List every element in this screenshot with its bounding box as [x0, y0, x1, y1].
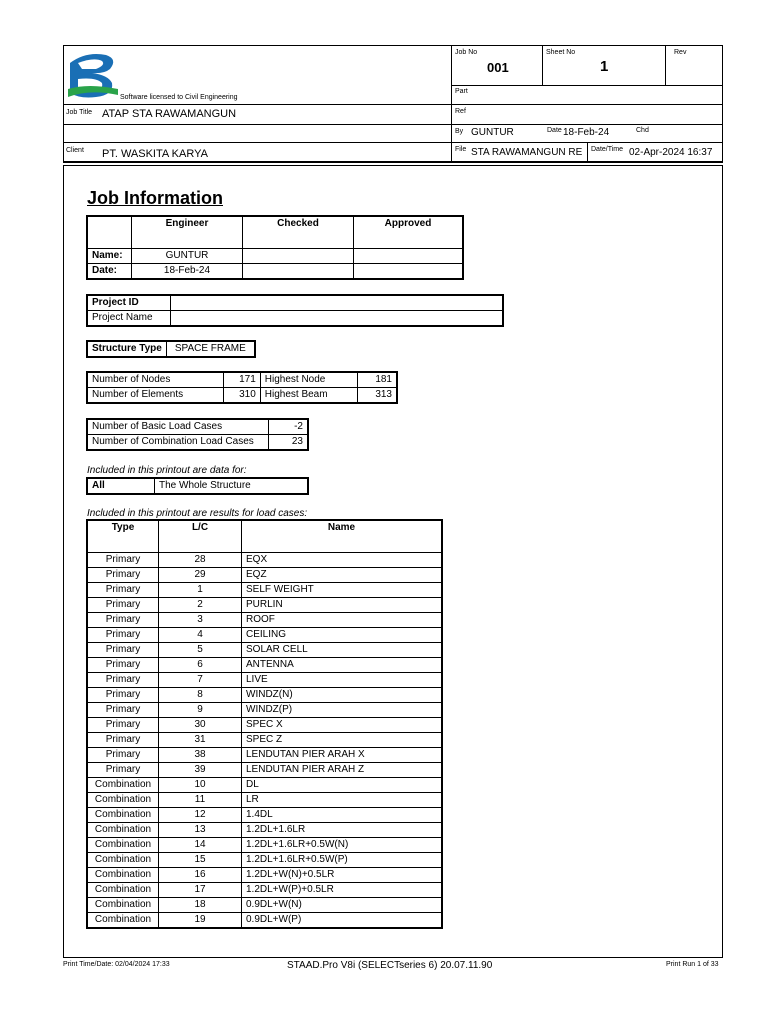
load-case-name: LIVE — [242, 673, 443, 688]
load-case-type: Combination — [87, 823, 159, 838]
load-case-name: LENDUTAN PIER ARAH X — [242, 748, 443, 763]
col-type: Type — [87, 520, 159, 553]
table-row — [87, 808, 442, 823]
project-id-value — [171, 295, 504, 311]
date-label: Date: — [87, 264, 132, 280]
date-engineer: 18-Feb-24 — [132, 264, 243, 280]
page-title: Job Information — [87, 188, 223, 208]
date-value: 18-Feb-24 — [563, 127, 610, 138]
load-case-number: 7 — [159, 673, 242, 688]
load-case-name: CEILING — [242, 628, 443, 643]
table-row — [87, 898, 442, 913]
load-count-table — [86, 418, 309, 451]
table-row — [87, 793, 442, 808]
name-label: Name: — [87, 249, 132, 264]
load-case-name: LR — [242, 793, 443, 808]
load-case-number: 6 — [159, 658, 242, 673]
load-case-name: 0.9DL+W(N) — [242, 898, 443, 913]
sheet-no-label: Sheet No — [546, 49, 576, 56]
table-row — [87, 598, 442, 613]
load-case-name: WINDZ(P) — [242, 703, 443, 718]
load-case-name: 1.2DL+W(N)+0.5LR — [242, 868, 443, 883]
load-case-number: 2 — [159, 598, 242, 613]
table-row — [87, 823, 442, 838]
table-row — [87, 583, 442, 598]
load-case-number: 10 — [159, 778, 242, 793]
highest-node-label: Highest Node — [260, 372, 357, 388]
job-no: 001 — [487, 60, 509, 75]
load-case-number: 13 — [159, 823, 242, 838]
load-case-name: EQX — [242, 553, 443, 568]
print-time: Print Time/Date: 02/04/2024 17:33 — [63, 961, 170, 968]
load-case-type: Primary — [87, 748, 159, 763]
load-case-number: 39 — [159, 763, 242, 778]
load-case-name: 1.2DL+1.6LR+0.5W(N) — [242, 838, 443, 853]
nodes-label: Number of Nodes — [87, 372, 223, 388]
load-case-type: Primary — [87, 583, 159, 598]
page-header — [63, 45, 723, 163]
load-case-type: Combination — [87, 793, 159, 808]
load-case-name: 1.4DL — [242, 808, 443, 823]
name-engineer: GUNTUR — [132, 249, 243, 264]
job-title-label: Job Title — [66, 109, 93, 116]
load-case-type: Primary — [87, 688, 159, 703]
table-row — [87, 628, 442, 643]
load-case-number: 17 — [159, 883, 242, 898]
included-data-caption: Included in this printout are data for: — [87, 465, 247, 476]
load-case-type: Primary — [87, 718, 159, 733]
structure-type-value: SPACE FRAME — [166, 341, 254, 357]
load-cases-caption: Included in this printout are results for load cases: — [87, 508, 308, 519]
load-case-name: ROOF — [242, 613, 443, 628]
col-approved: Approved — [354, 216, 464, 249]
load-case-type: Primary — [87, 673, 159, 688]
chd-label: Chd — [636, 127, 649, 134]
table-row — [87, 868, 442, 883]
load-case-number: 19 — [159, 913, 242, 929]
load-case-number: 28 — [159, 553, 242, 568]
job-info-table — [86, 215, 464, 280]
highest-beam-value: 313 — [358, 388, 398, 404]
load-case-number: 15 — [159, 853, 242, 868]
load-case-number: 5 — [159, 643, 242, 658]
highest-node-value: 181 — [358, 372, 398, 388]
col-engineer: Engineer — [132, 216, 243, 249]
by-value: GUNTUR — [471, 127, 514, 138]
table-row — [87, 643, 442, 658]
load-case-number: 18 — [159, 898, 242, 913]
job-title: ATAP STA RAWAMANGUN — [102, 108, 237, 120]
table-row — [87, 778, 442, 793]
ref-label: Ref — [455, 108, 466, 115]
basic-load-value: -2 — [269, 419, 309, 435]
load-case-type: Primary — [87, 568, 159, 583]
load-case-type: Combination — [87, 913, 159, 929]
load-case-type: Primary — [87, 613, 159, 628]
load-case-type: Combination — [87, 778, 159, 793]
col-checked: Checked — [243, 216, 354, 249]
load-case-name: 1.2DL+W(P)+0.5LR — [242, 883, 443, 898]
load-case-number: 31 — [159, 733, 242, 748]
load-case-name: WINDZ(N) — [242, 688, 443, 703]
datetime-label: Date/Time — [591, 146, 624, 153]
counts-table — [86, 371, 398, 404]
load-case-number: 30 — [159, 718, 242, 733]
load-case-name: SPEC X — [242, 718, 443, 733]
load-case-number: 4 — [159, 628, 242, 643]
col-name: Name — [242, 520, 443, 553]
structure-type-label: Structure Type — [87, 341, 166, 357]
included-data-table — [86, 477, 309, 495]
load-case-type: Combination — [87, 868, 159, 883]
elements-label: Number of Elements — [87, 388, 223, 404]
load-case-type: Primary — [87, 553, 159, 568]
client-label: Client — [66, 147, 84, 154]
load-case-name: ANTENNA — [242, 658, 443, 673]
staad-logo — [66, 49, 120, 101]
elements-value: 310 — [223, 388, 260, 404]
table-row — [87, 718, 442, 733]
client-name: PT. WASKITA KARYA — [102, 148, 208, 160]
load-case-type: Primary — [87, 643, 159, 658]
table-row — [87, 763, 442, 778]
load-case-type: Primary — [87, 598, 159, 613]
table-row — [87, 658, 442, 673]
by-label: By — [455, 128, 464, 135]
load-case-number: 16 — [159, 868, 242, 883]
load-case-name: LENDUTAN PIER ARAH Z — [242, 763, 443, 778]
file-value: STA RAWAMANGUN RE — [471, 147, 583, 158]
table-row — [87, 613, 442, 628]
load-case-type: Primary — [87, 703, 159, 718]
load-case-type: Combination — [87, 853, 159, 868]
load-case-number: 9 — [159, 703, 242, 718]
load-case-name: 1.2DL+1.6LR+0.5W(P) — [242, 853, 443, 868]
structure-type-table — [86, 340, 256, 358]
load-case-name: 1.2DL+1.6LR — [242, 823, 443, 838]
load-case-number: 11 — [159, 793, 242, 808]
sheet-no: 1 — [600, 58, 609, 75]
load-case-name: SELF WEIGHT — [242, 583, 443, 598]
load-case-name: DL — [242, 778, 443, 793]
software-version: STAAD.Pro V8i (SELECTseries 6) 20.07.11.90 — [287, 960, 493, 971]
project-name-value — [171, 311, 504, 327]
print-run: Print Run 1 of 33 — [666, 961, 719, 968]
file-label: File — [455, 146, 467, 153]
comb-load-value: 23 — [269, 435, 309, 451]
load-case-name: SOLAR CELL — [242, 643, 443, 658]
load-case-name: EQZ — [242, 568, 443, 583]
load-case-type: Combination — [87, 883, 159, 898]
license-text: Software licensed to Civil Engineering — [120, 94, 238, 101]
load-case-number: 3 — [159, 613, 242, 628]
table-row — [87, 688, 442, 703]
highest-beam-label: Highest Beam — [260, 388, 357, 404]
rev-label: Rev — [674, 49, 687, 56]
load-case-name: SPEC Z — [242, 733, 443, 748]
included-data-key: All — [87, 478, 155, 494]
load-case-type: Combination — [87, 808, 159, 823]
table-row — [87, 838, 442, 853]
load-case-name: PURLIN — [242, 598, 443, 613]
load-case-number: 8 — [159, 688, 242, 703]
load-case-type: Combination — [87, 898, 159, 913]
load-case-type: Primary — [87, 763, 159, 778]
load-case-number: 12 — [159, 808, 242, 823]
table-row — [87, 748, 442, 763]
table-row — [87, 883, 442, 898]
table-row — [87, 568, 442, 583]
project-table — [86, 294, 504, 327]
load-case-number: 14 — [159, 838, 242, 853]
job-no-label: Job No — [455, 49, 478, 56]
included-data-value: The Whole Structure — [155, 478, 309, 494]
load-case-number: 38 — [159, 748, 242, 763]
date-label: Date — [547, 127, 562, 134]
load-case-type: Primary — [87, 628, 159, 643]
table-row — [87, 733, 442, 748]
col-lc: L/C — [159, 520, 242, 553]
table-row — [87, 673, 442, 688]
part-label: Part — [455, 88, 468, 95]
load-cases-table — [86, 519, 443, 929]
load-case-name: 0.9DL+W(P) — [242, 913, 443, 929]
table-row — [87, 703, 442, 718]
project-id-label: Project ID — [87, 295, 171, 311]
comb-load-label: Number of Combination Load Cases — [87, 435, 269, 451]
project-name-label: Project Name — [87, 311, 171, 327]
datetime-value: 02-Apr-2024 16:37 — [629, 147, 713, 158]
load-case-number: 1 — [159, 583, 242, 598]
table-row — [87, 913, 442, 929]
load-case-type: Primary — [87, 733, 159, 748]
table-row — [87, 853, 442, 868]
load-case-number: 29 — [159, 568, 242, 583]
load-case-type: Combination — [87, 838, 159, 853]
table-row — [87, 553, 442, 568]
nodes-value: 171 — [223, 372, 260, 388]
basic-load-label: Number of Basic Load Cases — [87, 419, 269, 435]
load-case-type: Primary — [87, 658, 159, 673]
